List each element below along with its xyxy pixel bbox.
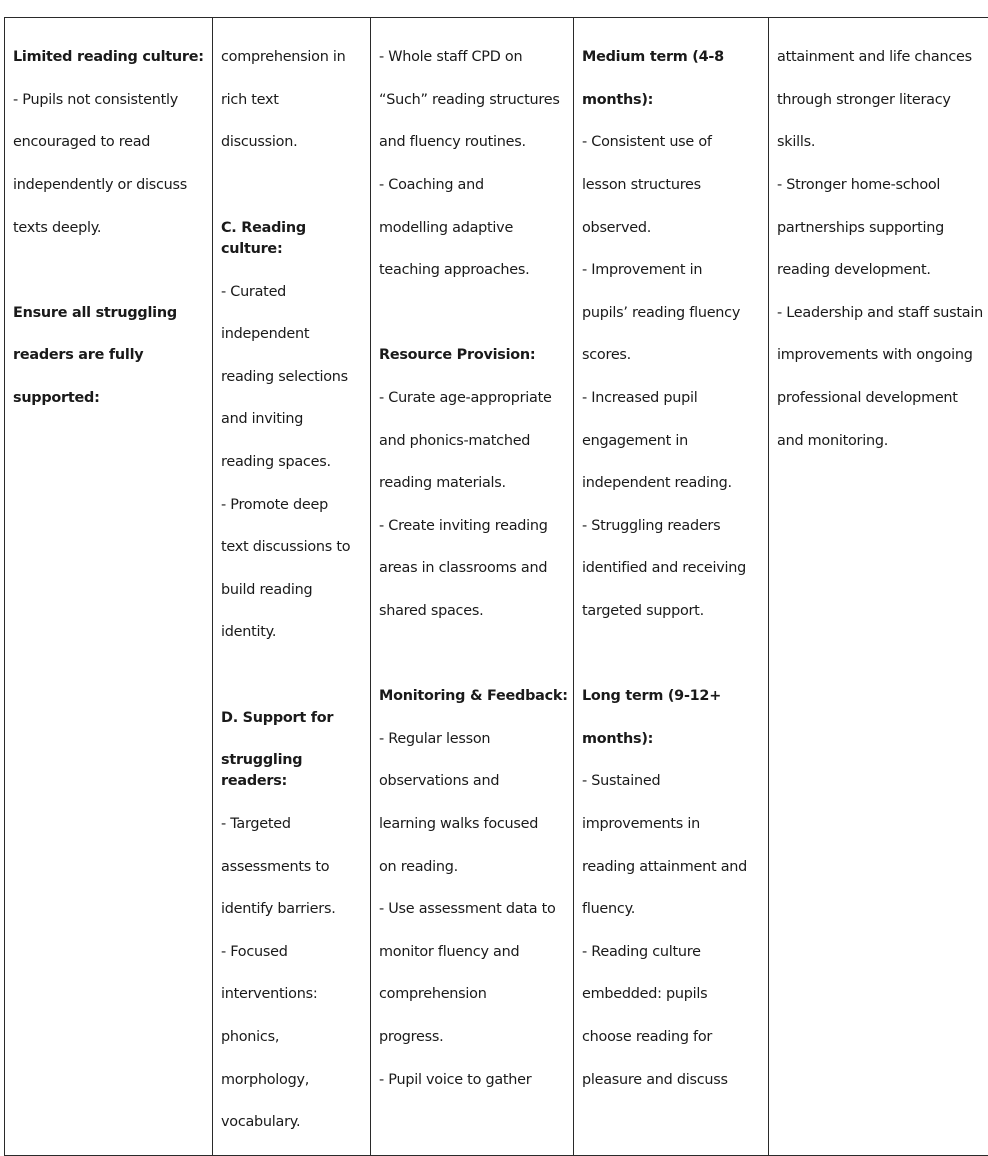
col1-line: independently or discuss bbox=[13, 175, 208, 196]
col2-line: phonics, bbox=[221, 1027, 366, 1048]
col1-subheading: Ensure all struggling bbox=[13, 303, 208, 324]
col4-line: - Struggling readers bbox=[582, 516, 764, 537]
col4-line: choose reading for bbox=[582, 1027, 764, 1048]
monitoring-feedback-heading: Monitoring & Feedback: bbox=[379, 686, 569, 707]
col3-line: modelling adaptive bbox=[379, 218, 569, 239]
col5-line: - Stronger home-school bbox=[777, 175, 988, 196]
col-outcomes bbox=[574, 18, 769, 1156]
col4-line: lesson structures bbox=[582, 175, 764, 196]
col3-line: comprehension bbox=[379, 984, 569, 1005]
col2-line: discussion. bbox=[221, 132, 366, 153]
col4-line: improvements in bbox=[582, 814, 764, 835]
col5-line: attainment and life chances bbox=[777, 47, 988, 68]
col3-line: - Coaching and bbox=[379, 175, 569, 196]
col3-line: and phonics-matched bbox=[379, 431, 569, 452]
medium-term-heading: Medium term (4-8 bbox=[582, 47, 764, 68]
col3-line: on reading. bbox=[379, 857, 569, 878]
col3-line: - Curate age-appropriate bbox=[379, 388, 569, 409]
col2-line: - Promote deep bbox=[221, 495, 366, 516]
col5-line: improvements with ongoing bbox=[777, 345, 988, 366]
reading-plan-table bbox=[4, 17, 988, 1156]
col4-line: embedded: pupils bbox=[582, 984, 764, 1005]
col3-line: “Such” reading structures bbox=[379, 90, 569, 111]
col2-line: assessments to bbox=[221, 857, 366, 878]
col4-line: - Reading culture bbox=[582, 942, 764, 963]
col2-line: text discussions to bbox=[221, 537, 366, 558]
col5-line: reading development. bbox=[777, 260, 988, 281]
section-c-heading: C. Reading culture: bbox=[221, 218, 366, 261]
col1-subheading: readers are fully bbox=[13, 345, 208, 366]
col2-line: independent bbox=[221, 324, 366, 345]
long-term-heading: months): bbox=[582, 729, 764, 750]
col3-line: learning walks focused bbox=[379, 814, 569, 835]
long-term-heading: Long term (9-12+ bbox=[582, 686, 764, 707]
col-implementation bbox=[371, 18, 574, 1156]
col3-line: areas in classrooms and bbox=[379, 558, 569, 579]
col4-line: pupils’ reading fluency bbox=[582, 303, 764, 324]
col2-line: and inviting bbox=[221, 409, 366, 430]
col1-line: - Pupils not consistently bbox=[13, 90, 208, 111]
col2-line: rich text bbox=[221, 90, 366, 111]
col1-subheading: supported: bbox=[13, 388, 208, 409]
col2-line: build reading bbox=[221, 580, 366, 601]
col3-line: - Use assessment data to bbox=[379, 899, 569, 920]
col-impact bbox=[769, 18, 988, 1156]
col2-line: reading spaces. bbox=[221, 452, 366, 473]
col3-line: - Pupil voice to gather bbox=[379, 1070, 569, 1091]
col4-line: observed. bbox=[582, 218, 764, 239]
col5-line: and monitoring. bbox=[777, 431, 988, 452]
col4-line: identified and receiving bbox=[582, 558, 764, 579]
col4-line: scores. bbox=[582, 345, 764, 366]
col4-line: - Sustained bbox=[582, 771, 764, 792]
col-issue bbox=[5, 18, 213, 1156]
col1-heading: Limited reading culture: bbox=[13, 47, 208, 68]
col5-line: - Leadership and staff sustain bbox=[777, 303, 988, 324]
col3-line: observations and bbox=[379, 771, 569, 792]
col4-line: pleasure and discuss bbox=[582, 1070, 764, 1091]
col4-line: - Improvement in bbox=[582, 260, 764, 281]
col2-line: comprehension in bbox=[221, 47, 366, 68]
col2-line: - Curated bbox=[221, 282, 366, 303]
col3-line: - Create inviting reading bbox=[379, 516, 569, 537]
col4-line: - Increased pupil bbox=[582, 388, 764, 409]
medium-term-heading: months): bbox=[582, 90, 764, 111]
col2-line: vocabulary. bbox=[221, 1112, 366, 1133]
col3-line: progress. bbox=[379, 1027, 569, 1048]
col3-line: - Regular lesson bbox=[379, 729, 569, 750]
col4-line: engagement in bbox=[582, 431, 764, 452]
col3-line: reading materials. bbox=[379, 473, 569, 494]
col2-line: - Targeted bbox=[221, 814, 366, 835]
col4-line: reading attainment and bbox=[582, 857, 764, 878]
col4-line: fluency. bbox=[582, 899, 764, 920]
col4-line: - Consistent use of bbox=[582, 132, 764, 153]
col1-line: encouraged to read bbox=[13, 132, 208, 153]
col-actions bbox=[213, 18, 371, 1156]
col5-line: professional development bbox=[777, 388, 988, 409]
col2-line: - Focused bbox=[221, 942, 366, 963]
col2-line: reading selections bbox=[221, 367, 366, 388]
col1-line: texts deeply. bbox=[13, 218, 208, 239]
col5-line: partnerships supporting bbox=[777, 218, 988, 239]
section-d-heading: struggling readers: bbox=[221, 750, 366, 793]
col2-line: identity. bbox=[221, 622, 366, 643]
col3-line: teaching approaches. bbox=[379, 260, 569, 281]
col2-line: interventions: bbox=[221, 984, 366, 1005]
col2-line: morphology, bbox=[221, 1070, 366, 1091]
col4-line: targeted support. bbox=[582, 601, 764, 622]
col3-line: monitor fluency and bbox=[379, 942, 569, 963]
table-row bbox=[5, 18, 988, 1156]
col3-line: and fluency routines. bbox=[379, 132, 569, 153]
col5-line: skills. bbox=[777, 132, 988, 153]
col4-line: independent reading. bbox=[582, 473, 764, 494]
resource-provision-heading: Resource Provision: bbox=[379, 345, 569, 366]
col2-line: identify barriers. bbox=[221, 899, 366, 920]
col3-line: shared spaces. bbox=[379, 601, 569, 622]
col3-line: - Whole staff CPD on bbox=[379, 47, 569, 68]
col5-line: through stronger literacy bbox=[777, 90, 988, 111]
section-d-heading: D. Support for bbox=[221, 708, 366, 729]
